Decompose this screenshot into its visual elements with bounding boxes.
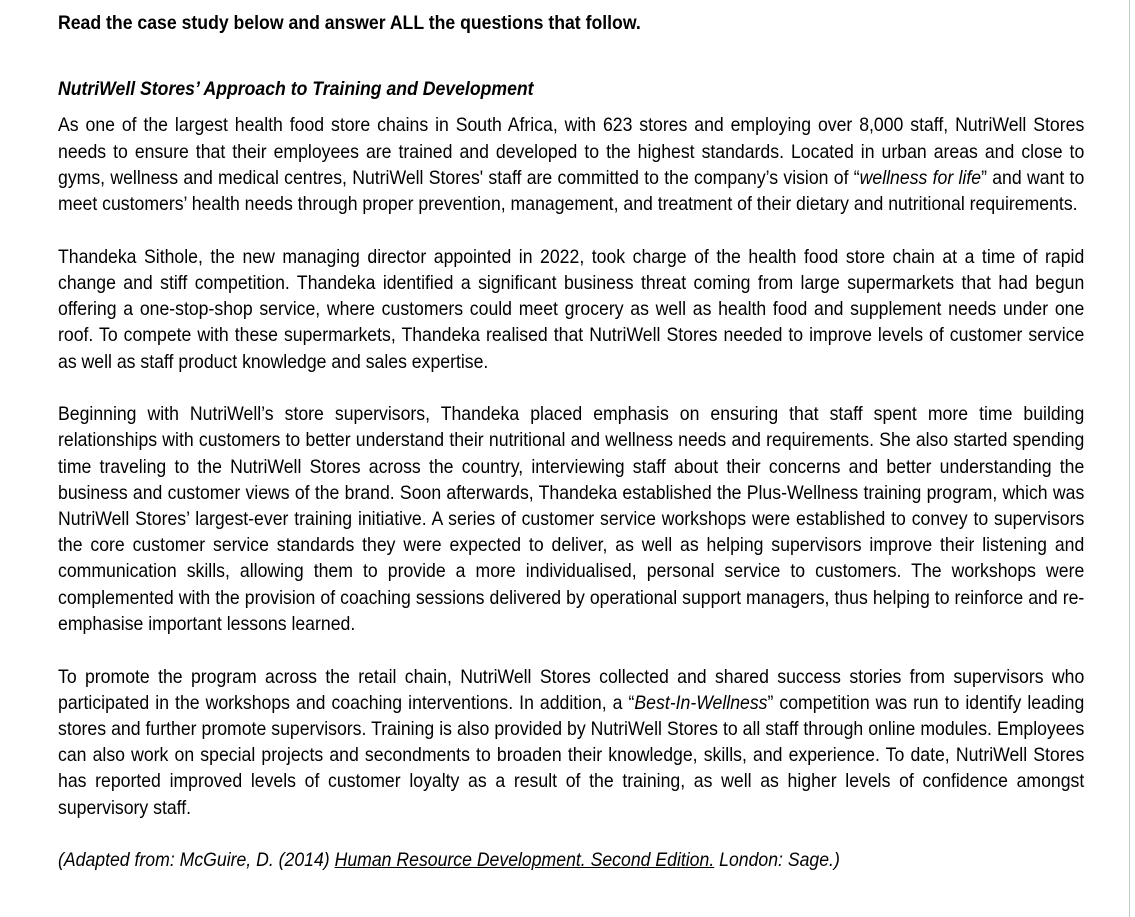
competition-name: Best-In-Wellness [634, 691, 768, 714]
citation-suffix: London: Sage.) [714, 849, 840, 872]
source-citation [58, 847, 1084, 873]
citation-prefix: (Adapted from: McGuire, D. (2014) [58, 849, 335, 872]
vision-phrase: wellness for life [859, 166, 982, 189]
paragraph-2: Thandeka Sithole, the new managing director appointed in 2022, took charge of the health food store chain at a time of rapid change and stiff competition. Thandeka identified a significant business threat coming from large supermarkets that had begun offering a one-stop-shop service, where customers could meet grocery as well as health food and supplement needs under one roof. To compete with these supermarkets, Thandeka realised that NutriWell Stores needed to improve levels of customer service as well as staff product knowledge and sales expertise. [58, 245, 1085, 373]
citation-book-title: Human Resource Development. Second Edition. [334, 849, 715, 872]
case-study [58, 10, 1085, 873]
paragraph-3: Beginning with NutriWell’s store supervisors, Thandeka placed emphasis on ensuring that staff spent more time building relationships with customers to better understand their nutritional and wellness needs and requirements. She also started spending time traveling to the NutriWell Stores across the country, interviewing staff about their concerns and better understanding the business and customer views of the brand. Soon afterwards, Thandeka established the Plus-Wellness training program, which was NutriWell Stores’ largest-ever training initiative. A series of customer service workshops were established to convey to supervisors the core customer service standards they were expected to deliver, as well as helping supervisors improve their listening and communication skills, allowing them to provide a more individualised, personal service to customers. The workshops were complemented with the provision of coaching sessions delivered by operational support managers, thus helping to reinforce and re-emphasise important lessons learned. [58, 403, 1085, 635]
paragraph-4 [58, 664, 1084, 821]
instruction-heading: Read the case study below and answer ALL the questions that follow. [58, 12, 641, 34]
case-study-title: NutriWell Stores’ Approach to Training and Development [58, 78, 534, 101]
paragraph-1 [58, 112, 1084, 217]
paragraph-4-text-b: ” competition was run to identify leading stores and further promote supervisors. Training is also provided by NutriWell Stores to all staff through online modules. Employees can also work on special projects and secondments to broaden their knowledge, skills, and experience. To date, NutriWell Stores has reported improved levels of customer loyalty as a result of the training, as well as higher levels of confidence amongst supervisory staff. [58, 691, 1085, 819]
paragraph-1-text-b: ” and want to meet customers’ health needs through proper prevention, management, and treatment of their dietary and nutritional requirements. [58, 166, 1085, 216]
paragraph-1-text-a: As one of the largest health food store chains in South Africa, with 623 stores and employing over 8,000 staff, NutriWell Stores needs to ensure that their employees are trained and developed to the highest standards. Located in urban areas and close to gyms, wellness and medical centres, NutriWell Stores' staff are committed to the company’s vision of “ [58, 114, 1085, 189]
paragraph-4-text-a: To promote the program across the retail chain, NutriWell Stores collected and shared success stories from supervisors who participated in the workshops and coaching interventions. In addition, a “ [58, 665, 1085, 714]
